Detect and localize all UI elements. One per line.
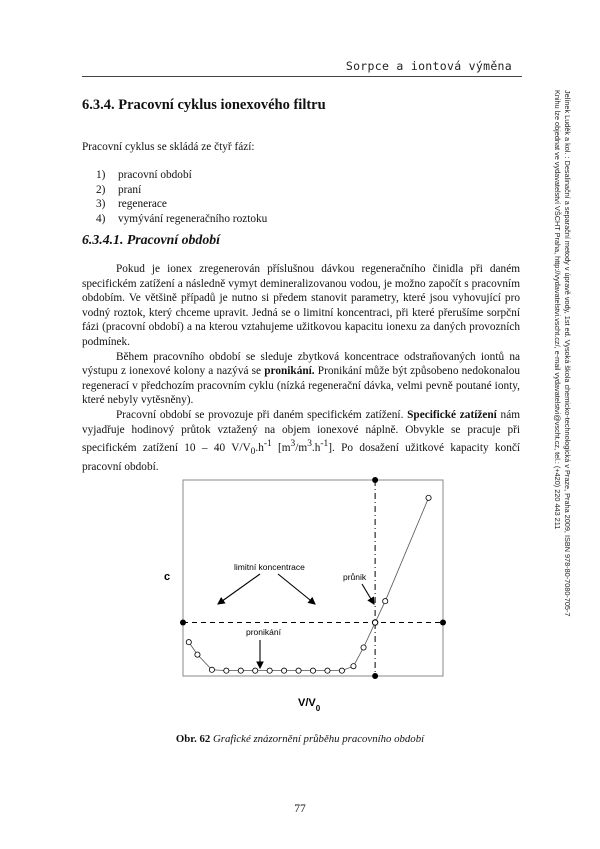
data-point — [426, 495, 431, 500]
frame-marker — [372, 673, 378, 679]
pronikani-label: pronikání — [246, 627, 281, 637]
data-point — [267, 668, 272, 673]
limit-label: limitní koncentrace — [234, 562, 305, 572]
frame-marker — [440, 620, 446, 626]
list-item: 1) pracovní období — [96, 169, 192, 181]
frame-marker — [180, 620, 186, 626]
citation-line-1: Jelínek Luděk a kol. : Desalinační a separační metody v úpravě vody, 1st ed. Vysoká škola chemicko-technologická v Praze, Praha 2009, ISBN 978-80-7080-705-7 — [563, 90, 572, 617]
data-point — [325, 668, 330, 673]
plot-frame — [183, 480, 443, 676]
subsection-title: Pracovní období — [126, 232, 220, 247]
running-head: Sorpce a iontová výměna — [345, 59, 512, 73]
data-point — [373, 620, 378, 625]
phase-list — [96, 168, 267, 226]
data-point — [383, 599, 388, 604]
prunik-label: průnik — [343, 572, 367, 582]
x-axis-label: $V/V_0$ — [298, 697, 321, 713]
list-item: 4) vymývání regeneračního roztoku — [96, 212, 268, 225]
section-heading — [82, 97, 326, 114]
section-title: Pracovní cyklus ionexového filtru — [118, 97, 326, 113]
data-point — [253, 668, 258, 673]
data-point — [282, 668, 287, 673]
subsection-heading — [82, 232, 220, 248]
data-point — [238, 668, 243, 673]
paragraph-2: Během pracovního období se sleduje zbytková koncentrace odstraňovaných iontů na výstupu z ionexové kolony a nazývá se pronikání. Pronikání může být způsobeno nedokonalou regenerací v předchozím pracovním cyklu (nízká regenerační dávka, velmi pevně poutané ionty, které nebyly vytěsněny). — [82, 350, 521, 407]
data-point — [310, 668, 315, 673]
paragraph-3: Pracovní období se provozuje při daném specifickém zatížení. Specifické zatížení nám vyjadřuje hodinový průtok vztažený na objem ionexové náplně. Obvykle se pracuje při specifickém zatížení 10 – 40 $V/V_0.h^{-1}$ $[m^3/m^3.h^{-1}]$. Po dosažení užitkové kapacity končí pracovní období. — [82, 408, 520, 473]
paragraph-1: Pokud je ionex zregenerován příslušnou dávkou regeneračního činidla při daném specifickém zatížení a následně vymyt demineralizovanou vodou, je možno započít s pracovním obdobím. Ve většině případů je nutno si předem stanovit parametry, které jsou vyhovující pro vodný roztok, který chceme upravit. Jedná se o limitní koncentraci, při které přerušíme sorpční fázi (pracovní období) a na kterou vztahujeme užitkovou kapacitu ionexu za daných provozních podmínek. — [82, 263, 520, 348]
subsection-number: 6.3.4.1. — [82, 232, 124, 247]
body-text — [82, 262, 520, 474]
list-item: 3) regenerace — [96, 198, 167, 211]
data-point — [339, 668, 344, 673]
data-point — [361, 645, 366, 650]
figure-caption: Obr. 62 Grafické znázornění průběhu pracovního období — [175, 733, 425, 745]
data-point — [209, 667, 214, 672]
list-item: 2) praní — [96, 183, 142, 196]
data-point — [296, 668, 301, 673]
frame-marker — [372, 477, 378, 483]
data-point — [224, 668, 229, 673]
side-citation — [552, 90, 572, 830]
data-point — [186, 640, 191, 645]
header-rule — [82, 76, 522, 77]
data-point — [351, 664, 356, 669]
breakthrough-chart — [150, 470, 470, 720]
y-axis-label: c — [164, 571, 171, 583]
data-point — [195, 652, 200, 657]
intro-text: Pracovní cyklus se skládá ze čtyř fází: — [82, 141, 255, 153]
page-number: 77 — [294, 803, 306, 815]
citation-line-2: Knihu lze objednat ve vydavatelství VŠCHT Praha, http://vydavatelstvi.vscht.cz/, e-mail vydavatelstvi@vscht.cz, tel.: (+420) 220 443 211 — [553, 90, 562, 530]
section-number: 6.3.4. — [82, 97, 115, 113]
